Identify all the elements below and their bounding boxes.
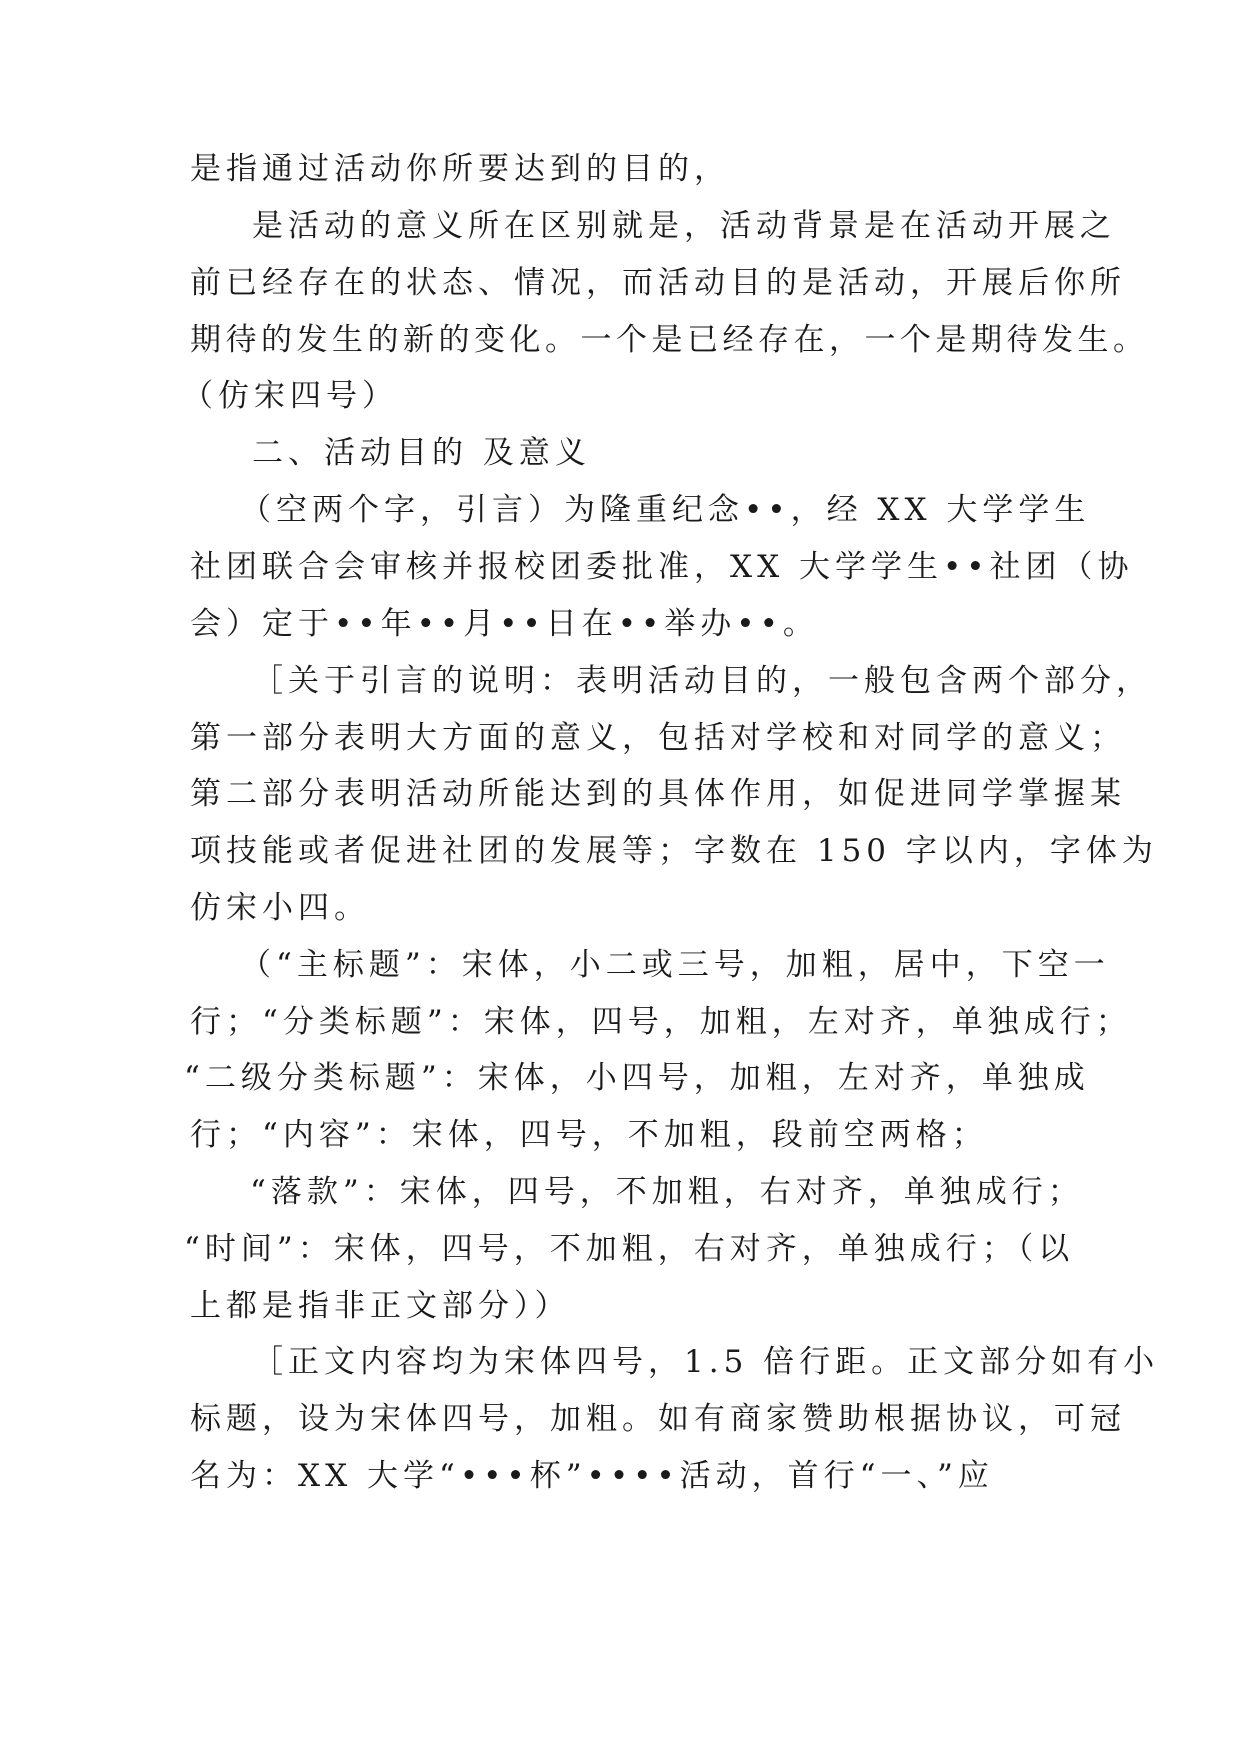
text-line: 仿宋小四。 <box>190 890 370 926</box>
text-line: “落款”：宋体，四号，不加粗，右对齐，单独成行； <box>250 1174 1084 1210</box>
text-line: （“主标题”：宋体，小二或三号，加粗，居中，下空一 <box>240 947 1110 983</box>
section-heading: 二、活动目的 及意义 <box>252 435 591 471</box>
text-line: （仿宋四号） <box>182 378 398 414</box>
text-line: ［正文内容均为宋体四号，1.5 倍行距。正文部分如有小 <box>252 1344 1160 1380</box>
text-line: 期待的发生的新的变化。一个是已经存在，一个是期待发生。 <box>190 322 1149 358</box>
text-line: 标题，设为宋体四号，加粗。如有商家赞助根据协议，可冠 <box>190 1401 1126 1437</box>
text-line: 前已经存在的状态、情况，而活动目的是活动，开展后你所 <box>190 265 1126 301</box>
text-line: “时间”：宋体，四号，不加粗，右对齐，单独成行；（以 <box>184 1231 1075 1267</box>
text-line: 行；“分类标题”：宋体，四号，加粗，左对齐，单独成行； <box>190 1004 1132 1040</box>
text-line: “二级分类标题”：宋体，小四号，加粗，左对齐，单独成 <box>184 1060 1090 1096</box>
text-line: 第一部分表明大方面的意义，包括对学校和对同学的意义； <box>190 720 1126 756</box>
text-line: 是活动的意义所在区别就是，活动背景是在活动开展之 <box>252 208 1116 244</box>
text-line: （空两个字，引言）为隆重纪念••，经 XX 大学学生 <box>240 492 1091 528</box>
text-line: 是指通过活动你所要达到的目的， <box>190 151 730 187</box>
text-line: 名为：XX 大学“•••杯”••••活动，首行“一、”应 <box>190 1458 994 1494</box>
text-line: 行；“内容”：宋体，四号，不加粗，段前空两格； <box>190 1117 988 1153</box>
text-line: 社团联合会审核并报校团委批准，XX 大学学生••社团（协 <box>190 549 1134 585</box>
text-line: 项技能或者促进社团的发展等；字数在 150 字以内，字体为 <box>190 833 1158 869</box>
text-line: ［关于引言的说明：表明活动目的，一般包含两个部分， <box>252 663 1152 699</box>
text-line: 上都是指非正文部分）） <box>190 1288 571 1324</box>
text-line: 会）定于••年••月••日在••举办••。 <box>190 606 819 642</box>
text-line: 第二部分表明活动所能达到的具体作用，如促进同学掌握某 <box>190 776 1126 812</box>
